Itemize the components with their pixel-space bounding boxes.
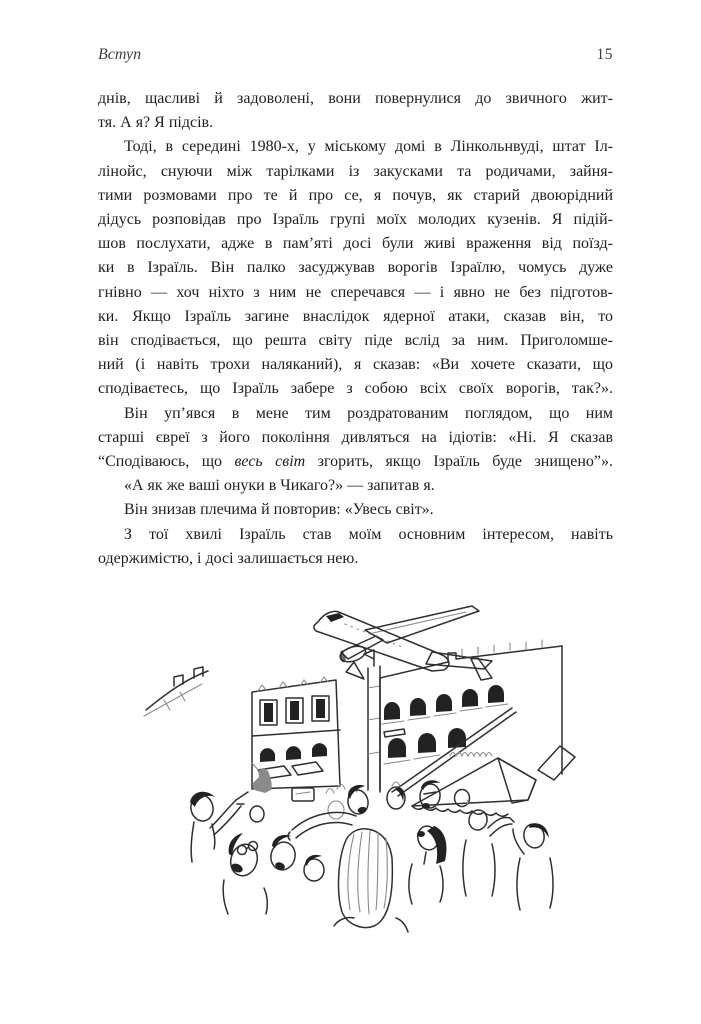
text-line: Він уп’явся в мене тим роздратованим поглядом, що ним	[124, 404, 613, 422]
text-line: Тоді, в середині 1980-х, у міському домі в Лінкольнвуді, штат Іл-	[124, 138, 613, 156]
text-line: днів, щасливі й задоволені, вони повернулися до звичного жит-	[98, 90, 613, 107]
text-line: лінойс, снуючи між тарілками із закусками та родичами, зайня-	[98, 162, 613, 180]
text-line: тя. А я? Я підсів.	[98, 114, 214, 132]
text-line: тими розмовами про те й про се, я почув, як старий двоюрідний	[98, 186, 613, 204]
text-segment: згорить, якщо Ізраїль буде знищено”».	[305, 453, 614, 471]
text-segment: “Сподіваюсь, що	[98, 453, 235, 471]
illustration	[140, 596, 585, 971]
text-line: З тої хвилі Ізраїль став моїм основним інтересом, навіть	[124, 525, 613, 543]
text-segment-italic: весь світ	[234, 453, 306, 471]
text-line: гнівно — хоч ніхто з ним не сперечався — і явно не без підготов-	[98, 283, 613, 301]
text-line: дідусь розповідав про Ізраїль групі моїх молодих кузенів. Я підій-	[98, 211, 613, 229]
text-line: «А як же ваші онуки в Чикаго?» — запитав я.	[124, 477, 435, 495]
page-header	[98, 46, 613, 64]
page-number: 15	[596, 46, 613, 63]
text-line: Він знизав плечима й повторив: «Увесь світ».	[124, 501, 434, 519]
text-line: ки. Якщо Ізраїль загине внаслідок ядерної атаки, сказав він, то	[98, 307, 613, 325]
text-line: сподіваєтесь, що Ізраїль забере з собою всіх своїх ворогів, так?».	[98, 380, 613, 398]
text-line: старші євреї з його покоління дивляться на ідіотів: «Ні. Я сказав	[98, 428, 613, 446]
text-line: він сподівається, що решта світу піде вслід за ним. Приголомше-	[98, 332, 613, 350]
text-line: ки в Ізраїль. Він палко засуджував ворогів Ізраїлю, чомусь дуже	[98, 259, 613, 277]
body-text	[98, 87, 613, 571]
text-line: одержимістю, і досі залишається нею.	[98, 549, 359, 567]
section-title: Вступ	[98, 46, 142, 63]
text-line: шов послухати, адже в пам’яті досі були живі враження від поїзд-	[98, 235, 613, 253]
text-line	[98, 450, 613, 474]
crowd-sketch	[189, 763, 553, 932]
text-line: ний (і навіть трохи наляканий), я сказав: «Ви хочете сказати, що	[98, 356, 613, 374]
airplane-sketch	[314, 606, 492, 680]
